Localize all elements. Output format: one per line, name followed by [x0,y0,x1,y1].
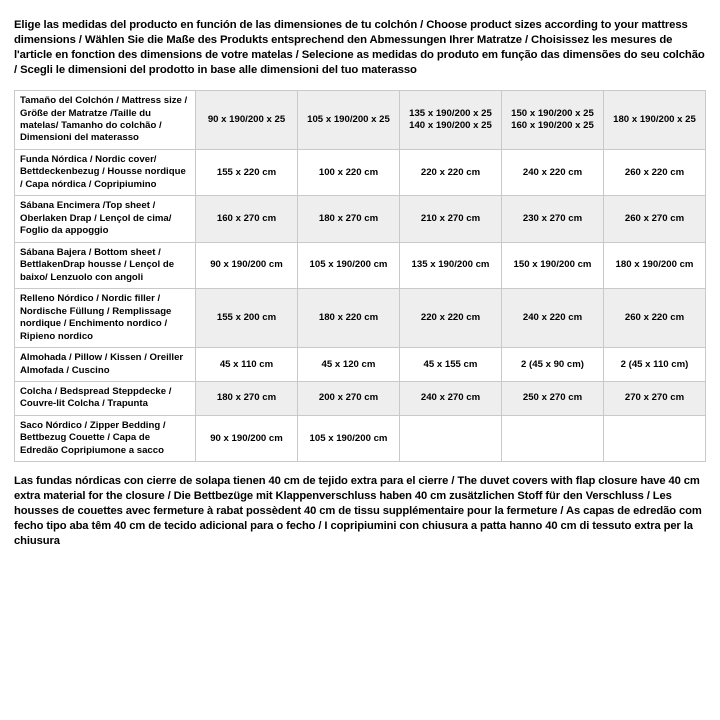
header-column-4: 150 x 190/200 x 25 160 x 190/200 x 25 [502,91,604,150]
row-label: Sábana Bajera / Bottom sheet / BettlakenDrap housse / Lençol de baixo/ Lenzuolo con angoli [15,242,196,288]
row-cell: 150 x 190/200 cm [502,242,604,288]
row-cell: 105 x 190/200 cm [298,242,400,288]
row-cell: 210 x 270 cm [400,196,502,242]
row-cell: 45 x 155 cm [400,348,502,382]
table-row [15,149,706,195]
row-cell [502,415,604,461]
row-cell: 240 x 220 cm [502,149,604,195]
table-header-row [15,91,706,150]
row-cell: 105 x 190/200 cm [298,415,400,461]
row-cell: 260 x 220 cm [604,289,706,348]
row-label: Sábana Encimera /Top sheet / Oberlaken Drap / Lençol de cima/ Foglio da appoggio [15,196,196,242]
header-column-3: 135 x 190/200 x 25 140 x 190/200 x 25 [400,91,502,150]
row-cell: 230 x 270 cm [502,196,604,242]
table-row [15,348,706,382]
row-cell: 155 x 220 cm [196,149,298,195]
row-cell: 240 x 220 cm [502,289,604,348]
row-cell: 90 x 190/200 cm [196,415,298,461]
row-cell: 45 x 120 cm [298,348,400,382]
row-cell: 135 x 190/200 cm [400,242,502,288]
row-cell: 260 x 220 cm [604,149,706,195]
row-cell [604,415,706,461]
row-cell: 220 x 220 cm [400,289,502,348]
table-row [15,381,706,415]
row-cell: 100 x 220 cm [298,149,400,195]
row-cell: 180 x 270 cm [298,196,400,242]
row-cell: 270 x 270 cm [604,381,706,415]
row-cell: 2 (45 x 90 cm) [502,348,604,382]
table-row [15,196,706,242]
row-cell: 180 x 220 cm [298,289,400,348]
row-cell: 180 x 270 cm [196,381,298,415]
row-cell: 180 x 190/200 cm [604,242,706,288]
intro-text: Elige las medidas del producto en función de las dimensiones de tu colchón / Choose product sizes according to your mattress dimensions / Wählen Sie die Maße des Produkts entsprechend den Abmessungen Ihrer Matratze / Choisissez les mesures de l'article en fonction des dimensions de votre matelas / Selecione as medidas do produto em função das dimensões do seu colchão / Scegli le dimensioni del prodotto in base alle dimensioni del tuo materasso [14,19,705,77]
row-cell: 250 x 270 cm [502,381,604,415]
row-cell [400,415,502,461]
row-cell: 155 x 200 cm [196,289,298,348]
footnote-text: Las fundas nórdicas con cierre de solapa tienen 40 cm de tejido extra para el cierre / The duvet covers with flap closure have 40 cm extra material for the closure / Die Bettbezüge mit Klappenverschluss haben 40 cm zusätzlichen Stoff für den Verschluss / Les housses de couettes avec fermeture à rabat possèdent 40 cm de tissu supplémentaire pour la fermeture / As capas de edredão com fecho tipo aba têm 40 cm de tecido adicional para o fecho / I copripiumini con chiusura a patta hanno 40 cm di tessuto extra per la chiusura [14,475,702,547]
row-cell: 45 x 110 cm [196,348,298,382]
header-column-1: 90 x 190/200 x 25 [196,91,298,150]
size-table [14,90,706,462]
row-label: Almohada / Pillow / Kissen / Oreiller Almofada / Cuscino [15,348,196,382]
header-mattress-size-label: Tamaño del Colchón / Mattress size / Größe der Matratze /Taille du matelas/ Tamanho do colchão / Dimensioni del materasso [15,91,196,150]
header-column-2: 105 x 190/200 x 25 [298,91,400,150]
row-cell: 240 x 270 cm [400,381,502,415]
row-cell: 200 x 270 cm [298,381,400,415]
table-row [15,242,706,288]
row-cell: 220 x 220 cm [400,149,502,195]
table-row [15,415,706,461]
header-column-5: 180 x 190/200 x 25 [604,91,706,150]
row-label: Saco Nórdico / Zipper Bedding / Bettbezug Couette / Capa de Edredão Copripiumone a sacco [15,415,196,461]
row-label: Colcha / Bedspread Steppdecke / Couvre-lit Colcha / Trapunta [15,381,196,415]
table-row [15,289,706,348]
row-label: Relleno Nórdico / Nordic filler / Nordische Füllung / Remplissage nordique / Enchimento nordico / Ripieno nordico [15,289,196,348]
row-label: Funda Nórdica / Nordic cover/ Bettdeckenbezug / Housse nordique / Capa nórdica / Copripiumino [15,149,196,195]
row-cell: 160 x 270 cm [196,196,298,242]
row-cell: 2 (45 x 110 cm) [604,348,706,382]
row-cell: 90 x 190/200 cm [196,242,298,288]
row-cell: 260 x 270 cm [604,196,706,242]
